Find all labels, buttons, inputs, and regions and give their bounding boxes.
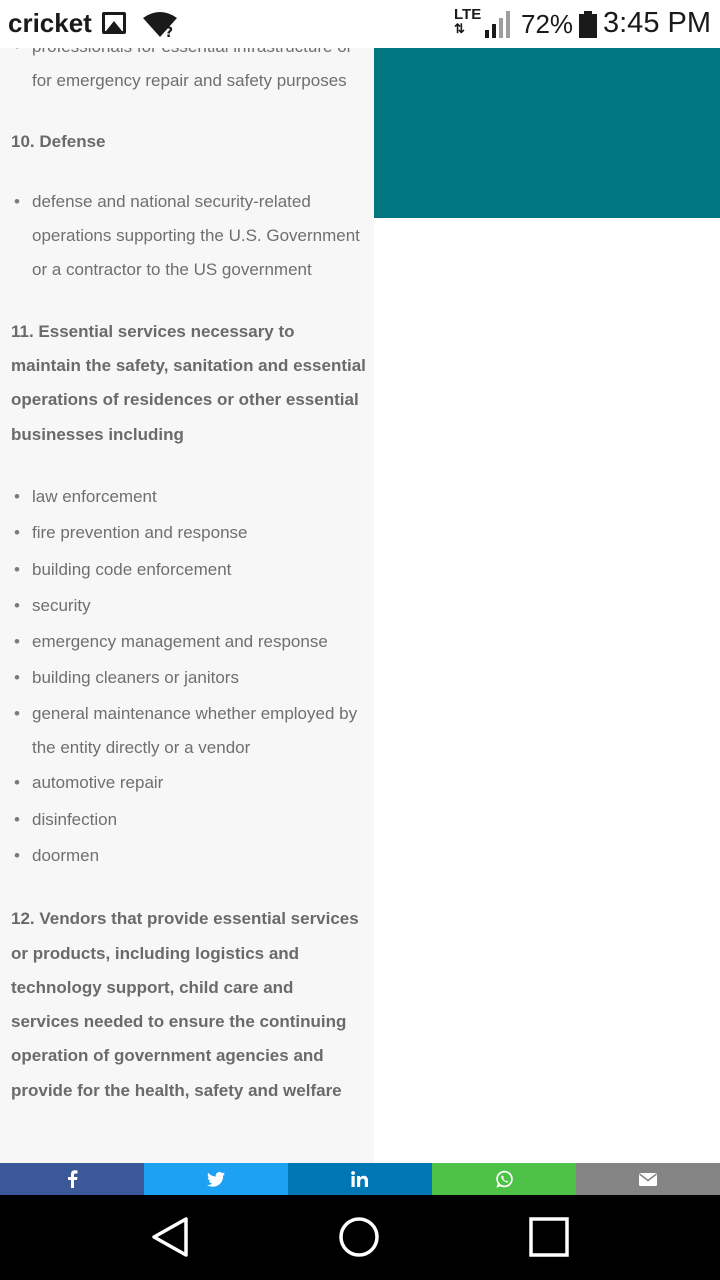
email-share-button[interactable]	[576, 1163, 720, 1195]
section-10-list	[0, 185, 374, 288]
battery-percent: 72%	[521, 9, 574, 39]
linkedin-icon	[351, 1171, 369, 1187]
list-item: • defense and national security-related operations supporting the U.S. Government or a contractor to the US government	[0, 185, 374, 288]
clock: 3:45 PM	[603, 7, 711, 39]
navigation-bar	[0, 1195, 720, 1280]
list-item: • law enforcement	[0, 479, 374, 515]
twitter-share-button[interactable]	[144, 1163, 288, 1195]
whatsapp-share-button[interactable]	[432, 1163, 576, 1195]
section-10-heading: 10. Defense	[11, 131, 106, 151]
facebook-share-button[interactable]	[0, 1163, 144, 1195]
network-type-label: LTE	[454, 6, 482, 23]
list-item: • building code enforcement	[0, 552, 374, 588]
share-bar	[0, 1163, 720, 1195]
carrier-label: cricket	[8, 8, 92, 38]
list-item: • disinfection	[0, 802, 374, 838]
whatsapp-icon	[495, 1170, 514, 1189]
list-item: • for emergency repair and safety purposes	[0, 30, 374, 99]
svg-text:?: ?	[165, 25, 174, 38]
home-circle-icon[interactable]	[335, 1213, 383, 1261]
back-triangle-icon[interactable]	[146, 1213, 194, 1261]
section-11-list	[0, 479, 374, 874]
list-item: • general maintenance whether employed by the entity directly or a vendor	[0, 697, 374, 766]
list-item: • doormen	[0, 838, 374, 874]
facebook-icon	[66, 1170, 78, 1188]
list-item: • automotive repair	[0, 765, 374, 801]
image-notification-icon	[102, 12, 126, 34]
list-item: • fire prevention and response	[0, 515, 374, 551]
list-item: • building cleaners or janitors	[0, 660, 374, 696]
article-content	[0, 30, 374, 1108]
section-12-heading: 12. Vendors that provide essential services or products, including logistics and technology support, child care and services needed to ensure the continuing operation of government agencies and provide for the health, safety and welfare	[11, 909, 359, 1100]
network-type: LTE ⇅	[454, 6, 482, 36]
list-item: • emergency management and response	[0, 624, 374, 660]
teal-banner	[374, 48, 720, 218]
recents-square-icon[interactable]	[525, 1213, 573, 1261]
status-bar	[0, 0, 720, 48]
wifi-unknown-icon	[142, 10, 178, 38]
article-column	[0, 0, 374, 1164]
twitter-icon	[207, 1172, 225, 1187]
battery-icon	[579, 11, 597, 38]
section-11-heading: 11. Essential services necessary to maintain the safety, sanitation and essential operations of residences or other essential businesses including	[11, 321, 366, 444]
signal-strength-icon	[484, 10, 514, 38]
linkedin-share-button[interactable]	[288, 1163, 432, 1195]
list-item: • security	[0, 588, 374, 624]
mail-icon	[639, 1173, 657, 1186]
